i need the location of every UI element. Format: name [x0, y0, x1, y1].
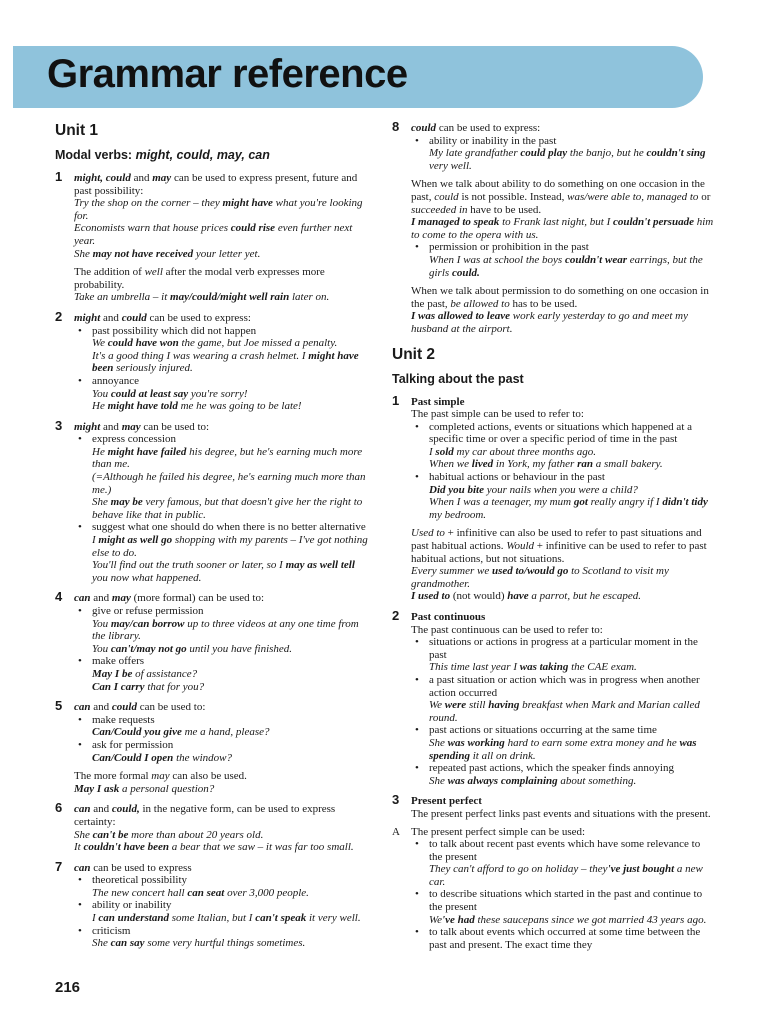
right-column — [392, 119, 714, 951]
unit2-item-1: 1 Past simple The past simple can be used to refer to: • completed actions, events or situations which happened at a specific time or over a specific period of time in the past I sold my car about three months ago. When we lived in York, my father ran a small bakery. • habitual actions or behaviour in the past Did you bite your nails when you were a child? When I was a teenager, my mum got really angry if I didn't tidy my bedroom. Used to + infinitive can also be used to refer to past situations and past habitual actions. Would + infinitive can be used to refer to past habitual actions, but not situations. Every summer we used to/would go to Scotland to visit my grandmother. I used to (not would) have a parrot, but he escaped. — [392, 396, 714, 604]
bullet-item: • give or refuse permission You may/can borrow up to three videos at any one time from the library. You can't/may not go until you have finished. — [74, 605, 373, 655]
subheading-present-perfect: Present perfect — [411, 795, 482, 808]
bullet-item: • permission or prohibition in the past When I was at school the boys couldn't wear earrings, but the girls could. — [411, 241, 714, 279]
item-number: 2 — [392, 608, 400, 623]
bullet-item: • to talk about events which occurred at some time between the past and present. The exact time they — [411, 926, 714, 951]
unit2-item-3-part-a: A The present perfect simple can be used: • to talk about recent past events which have some relevance to the present They can't afford to go on holiday – they've just bought a new car. • to describe situations which started in the past and continue to the present We've had these saucepans since we got married 43 years ago. • to talk about events which occurred at some time between the past and present. The exact time they — [392, 826, 714, 952]
unit1-item-6: 6 can and could, in the negative form, can be used to express certainty: She can't be more than about 20 years old. It couldn't have been a bear that we saw – it was far too small. — [55, 800, 354, 854]
unit1-item-3: 3 might and may can be used to: • express concession He might have failed his degree, but he's earning much more than me. (=Although he failed his degree, he's earning much more than me.) She may be very famous, but that doesn't give her the right to behave like that in public. • suggest what one should do when there is no better alternative I might as well go shopping with my parents – I've got nothing else to do. You'll find out the truth sooner or later, so I may as well tell you now what happened. — [55, 421, 373, 585]
item-number: 3 — [392, 792, 400, 808]
item-number: 1 — [392, 392, 400, 408]
bullet-item: • ability or inability in the past My late grandfather could play the banjo, but he couldn't sing very well. — [411, 135, 714, 173]
bullet-item: • criticism She can say some very hurtful things sometimes. — [74, 925, 373, 950]
bullet-item: • a past situation or action which was in progress when another action occurred We were still having breakfast when Mark and Marian called round. — [411, 674, 714, 724]
item-number: 4 — [55, 589, 63, 605]
page-title: Grammar reference — [47, 52, 408, 96]
unit1-item-5: 5 can and could can be used to: • make requests Can/Could you give me a hand, please? • ask for permission Can/Could I open the window? The more formal may can also be used. May I ask a personal question? — [55, 701, 373, 795]
item-number: 3 — [55, 417, 63, 433]
left-column — [55, 122, 373, 958]
subheading-past-continuous: Past continuous — [411, 611, 486, 623]
bullet-item: • repeated past actions, which the speaker finds annoying She was always complaining about something. — [411, 762, 714, 787]
item-number: 5 — [55, 698, 63, 714]
unit-1-heading: Unit 1 — [55, 122, 99, 139]
subheading-past-simple: Past simple — [411, 395, 465, 408]
unit1-item-7: 7 can can be used to express • theoretical possibility The new concert hall can seat over 3,000 people. • ability or inability I can understand some Italian, but I can't speak it very well. • criticism She can say some very hurtful things sometimes. — [55, 862, 373, 950]
bullet-item: • make requests Can/Could you give me a hand, please? — [74, 714, 373, 739]
unit2-item-2: 2 Past continuous The past continuous can be used to refer to: • situations or actions in progress at a particular moment in the past This time last year I was taking the CAE exam. • a past situation or action which was in progress when another action occurred We were still having breakfast when Mark and Marian called round. • past actions or situations occurring at the same time She was working hard to earn some extra money and he was spending it all on drink. • repeated past actions, which the speaker finds annoying She was always complaining about something. — [392, 611, 714, 787]
unit1-item-8: 8 could can be used to express: • ability or inability in the past My late grandfather could play the banjo, but he couldn't sing very well. When we talk about ability to do something on one occasion in the past, could is not possible. Instead, was/were able to, managed to or succeeded in have to be used. I managed to speak to Frank last night, but I couldn't persuade him to come to the opera with us. • permission or prohibition in the past When I was at school the boys couldn't wear earrings, but the girls could. When we talk about permission to do something on one occasion in the past, be allowed to has to be used. I was allowed to leave work early yesterday to go and meet my husband at the airport. — [392, 122, 714, 336]
bullet-item: • past possibility which did not happen We could have won the game, but Joe missed a penalty. It's a good thing I was wearing a crash helmet. I might have been seriously injured. — [74, 325, 373, 375]
unit-2-heading: Unit 2 — [392, 345, 436, 363]
title-banner — [13, 46, 703, 108]
unit1-item-4: 4 can and may (more formal) can be used to: • give or refuse permission You may/can borrow up to three videos at any one time from the library. You can't/may not go until you have finished. • make offers May I be of assistance? Can I carry that for you? — [55, 592, 373, 693]
bullet-item: • situations or actions in progress at a particular moment in the past This time last year I was taking the CAE exam. — [411, 636, 714, 674]
bullet-item: • ability or inability I can understand some Italian, but I can't speak it very well. — [74, 899, 373, 924]
bullet-item: • express concession He might have failed his degree, but he's earning much more than me. (=Although he failed his degree, he's earning much more than me.) She may be very famous, but that doesn't give her the right to behave like that in public. — [74, 433, 373, 521]
bullet-item: • suggest what one should do when there is no better alternative I might as well go shopping with my parents – I've got nothing else to do. You'll find out the truth sooner or later, so I may as well tell you now what happened. — [74, 521, 373, 584]
unit1-item-1: 1 might, could and may can be used to express present, future and past possibility: Try the shop on the corner – they might have what you're looking for. Economists warn that house prices could rise even further next year. She may not have received your letter yet. The addition of well after the modal verb expresses more probability. Take an umbrella – it may/could/might well rain later on. — [55, 169, 363, 304]
bullet-item: • completed actions, events or situations which happened at a specific time or over a specific period of time in the past I sold my car about three months ago. When we lived in York, my father ran a small bakery. — [411, 421, 714, 471]
bullet-item: • theoretical possibility The new concert hall can seat over 3,000 people. — [74, 874, 373, 899]
item-number: 7 — [55, 858, 63, 874]
item-number: 8 — [392, 119, 400, 134]
part-letter: A — [392, 825, 400, 838]
item-number: 6 — [55, 800, 63, 816]
bullet-item: • habitual actions or behaviour in the past Did you bite your nails when you were a child? When I was a teenager, my mum got really angry if I didn't tidy my bedroom. — [411, 471, 714, 521]
bullet-item: • make offers May I be of assistance? Can I carry that for you? — [74, 655, 373, 693]
bullet-item: • past actions or situations occurring at the same time She was working hard to earn some extra money and he was spending it all on drink. — [411, 724, 714, 762]
page-number: 216 — [55, 979, 81, 996]
bullet-item: • annoyance You could at least say you're sorry! He might have told me he was going to be late! — [74, 375, 373, 413]
bullet-item: • to talk about recent past events which have some relevance to the present They can't afford to go on holiday – they've just bought a new car. — [411, 838, 714, 888]
bullet-item: • to describe situations which started in the past and continue to the present We've had these saucepans since we got married 43 years ago. — [411, 888, 714, 926]
unit2-item-3: 3 Present perfect The present perfect links past events and situations with the present. — [392, 795, 714, 820]
unit1-item-2: 2 might and could can be used to express: • past possibility which did not happen We could have won the game, but Joe missed a penalty. It's a good thing I was wearing a crash helmet. I might have been seriously injured. • annoyance You could at least say you're sorry! He might have told me he was going to be late! — [55, 312, 373, 413]
section-heading-modal-verbs: Modal verbs: might, could, may, can — [55, 148, 270, 162]
item-number: 2 — [55, 308, 63, 324]
item-number: 1 — [55, 169, 63, 184]
section-heading-talking-about-past: Talking about the past — [392, 371, 524, 386]
bullet-item: • ask for permission Can/Could I open the window? — [74, 739, 373, 764]
